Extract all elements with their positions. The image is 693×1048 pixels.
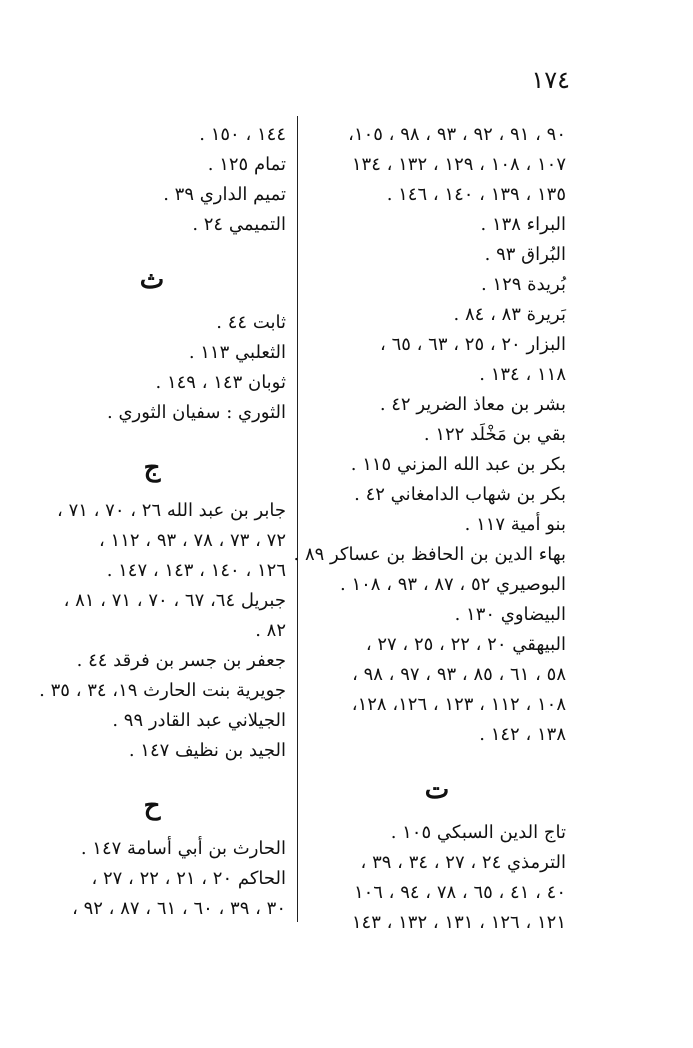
index-line: الحاكم ٢٠ ، ٢١ ، ٢٢ ، ٢٧ ، — [91, 868, 286, 889]
index-line: ثابت ٤٤ . — [216, 312, 286, 333]
index-line: البراء ١٣٨ . — [480, 214, 566, 235]
index-line: الترمذي ٢٤ ، ٢٧ ، ٣٤ ، ٣٩ ، — [360, 852, 566, 873]
index-line: تاج الدين السبكي ١٠٥ . — [390, 822, 566, 843]
index-line: ٤٠ ، ٤١ ، ٦٥ ، ٧٨ ، ٩٤ ، ١٠٦ — [353, 882, 566, 903]
index-line: ٨٢ . — [255, 620, 286, 641]
index-line: الحارث بن أبي أسامة ١٤٧ . — [80, 838, 286, 859]
index-line: ٩٠ ، ٩١ ، ٩٢ ، ٩٣ ، ٩٨ ، ١٠٥، — [348, 124, 566, 145]
index-line: ٧٢ ، ٧٣ ، ٧٨ ، ٩٣ ، ١١٢ ، — [99, 530, 286, 551]
column-divider — [297, 116, 298, 922]
index-line: ١٠٧ ، ١٠٨ ، ١٢٩ ، ١٣٢ ، ١٣٤ — [351, 154, 566, 175]
index-line: ١٣٨ ، ١٤٢ . — [479, 724, 566, 745]
section-heading-tha: ث — [139, 265, 165, 295]
index-column-right — [293, 120, 566, 938]
index-line: ١٤٤ ، ١٥٠ . — [199, 124, 286, 145]
index-line: بكر بن شهاب الدامغاني ٤٢ . — [354, 484, 566, 505]
index-line: ١٢٦ ، ١٤٠ ، ١٤٣ ، ١٤٧ . — [106, 560, 286, 581]
index-line: البُراق ٩٣ . — [484, 244, 566, 265]
index-line: البيهقي ٢٠ ، ٢٢ ، ٢٥ ، ٢٧ ، — [365, 634, 566, 655]
index-line: ٥٨ ، ٦١ ، ٨٥ ، ٩٣ ، ٩٧ ، ٩٨ ، — [352, 664, 566, 685]
index-line: ١١٨ ، ١٣٤ . — [479, 364, 566, 385]
index-line: بكر بن عبد الله المزني ١١٥ . — [350, 454, 566, 475]
index-column-left — [18, 120, 286, 924]
index-line: تميم الداري ٣٩ . — [163, 184, 286, 205]
index-line: بُريدة ١٢٩ . — [480, 274, 566, 295]
index-line: التميمي ٢٤ . — [192, 214, 286, 235]
index-line: جابر بن عبد الله ٢٦ ، ٧٠ ، ٧١ ، — [57, 500, 286, 521]
index-line: الجيلاني عبد القادر ٩٩ . — [112, 710, 286, 731]
index-line: البزار ٢٠ ، ٢٥ ، ٦٣ ، ٦٥ ، — [380, 334, 566, 355]
section-heading-ha: ح — [143, 791, 161, 821]
index-line: الثوري : سفيان الثوري . — [107, 402, 286, 423]
index-line: ١٢١ ، ١٢٦ ، ١٣١ ، ١٣٢ ، ١٤٣ — [351, 912, 566, 933]
index-line: ثوبان ١٤٣ ، ١٤٩ . — [155, 372, 286, 393]
index-line: جعفر بن جسر بن فرقد ٤٤ . — [76, 650, 286, 671]
index-line: بقي بن مَخْلَد ١٢٢ . — [423, 424, 566, 445]
section-heading-jim: ج — [143, 453, 161, 483]
index-line: ١٠٨ ، ١١٢ ، ١٢٣ ، ١٢٦، ١٢٨، — [351, 694, 566, 715]
index-line: الثعلبي ١١٣ . — [188, 342, 286, 363]
page-number: ١٧٤ — [531, 66, 570, 94]
index-line: الجيد بن نظيف ١٤٧ . — [128, 740, 286, 761]
index-line: بَريرة ٨٣ ، ٨٤ . — [453, 304, 566, 325]
index-line: البيضاوي ١٣٠ . — [454, 604, 566, 625]
index-line: بشر بن معاذ الضرير ٤٢ . — [379, 394, 566, 415]
index-line: بهاء الدين بن الحافظ بن عساكر ٨٩ . — [293, 544, 566, 565]
index-line: بنو أمية ١١٧ . — [464, 514, 566, 535]
index-line: جويرية بنت الحارث ١٩، ٣٤ ، ٣٥ . — [39, 680, 286, 701]
index-line: ١٣٥ ، ١٣٩ ، ١٤٠ ، ١٤٦ . — [386, 184, 566, 205]
index-line: ٣٠ ، ٣٩ ، ٦٠ ، ٦١ ، ٨٧ ، ٩٢ ، — [72, 898, 286, 919]
index-line: تمام ١٢٥ . — [207, 154, 286, 175]
index-line: البوصيري ٥٢ ، ٨٧ ، ٩٣ ، ١٠٨ . — [340, 574, 566, 595]
section-heading-ta: ت — [424, 775, 450, 805]
index-line: جبريل ٦٤، ٦٧ ، ٧٠ ، ٧١ ، ٨١ ، — [63, 590, 286, 611]
